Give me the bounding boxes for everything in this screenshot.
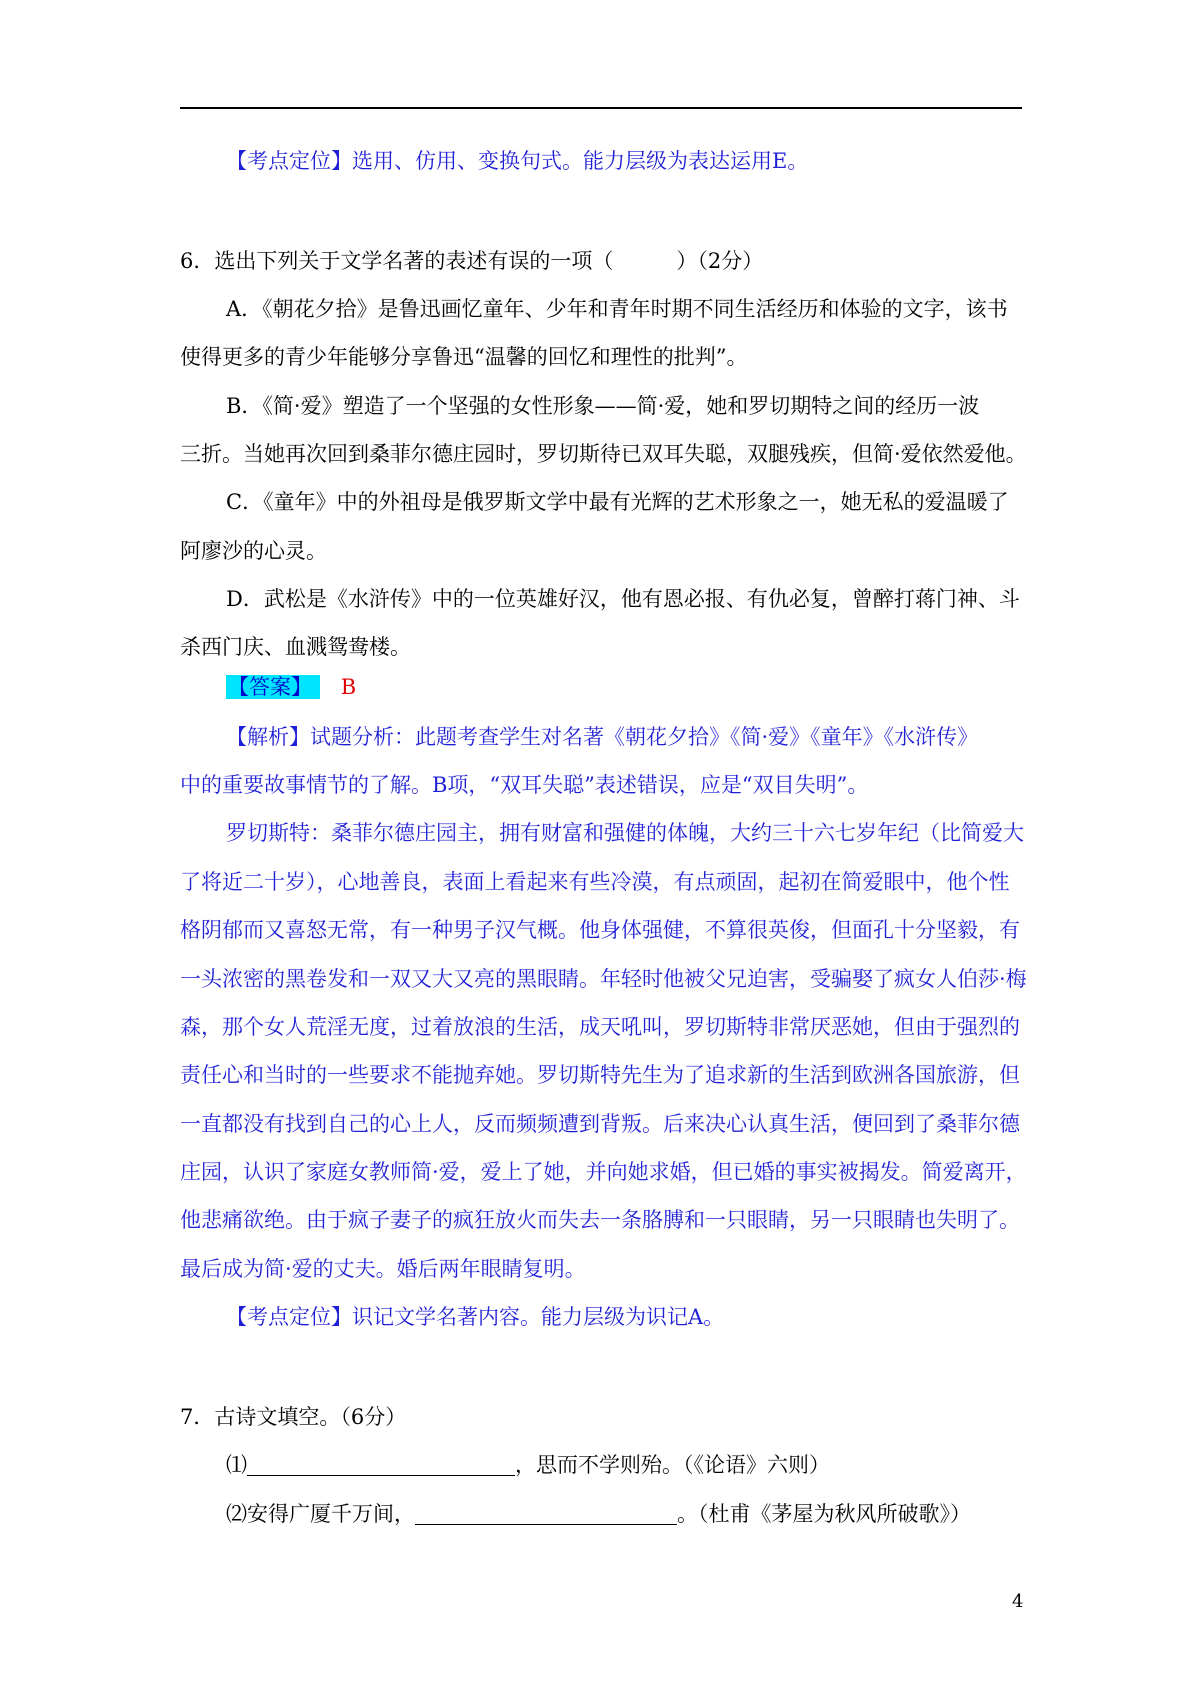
- item-number: ⑴: [226, 1453, 247, 1477]
- item-text: ，思而不学则殆。（《论语》六则）: [515, 1453, 830, 1477]
- analysis-line-7: 森，那个女人荒淫无度，过着放浪的生活，成天吼叫，罗切斯特非常厌恶她，但由于强烈的: [180, 1015, 1020, 1039]
- option-c-line-1: C．《童年》中的外祖母是俄罗斯文学中最有光辉的艺术形象之一，她无私的爱温暖了: [226, 490, 1009, 514]
- analysis-line-12: 最后成为简·爱的丈夫。婚后两年眼睛复明。: [180, 1257, 586, 1281]
- option-a-line-1: A．《朝花夕拾》是鲁迅画忆童年、少年和青年时期不同生活经历和体验的文字，该书: [226, 297, 1008, 321]
- analysis-line-5: 格阴郁而又喜怒无常，有一种男子汉气概。他身体强健，不算很英俊，但面孔十分坚毅，有: [180, 918, 1020, 942]
- header-rule: [180, 107, 1022, 109]
- option-a-line-2: 使得更多的青少年能够分享鲁迅“温馨的回忆和理性的批判”。: [180, 345, 748, 369]
- answer-blank-2[interactable]: [415, 1502, 677, 1525]
- answer-tag: 【答案】: [226, 675, 320, 699]
- kaodian-line-1: [226, 146, 808, 176]
- poem-fill-item-2: [226, 1499, 971, 1529]
- option-c-line-2: 阿廖沙的心灵。: [180, 539, 327, 563]
- page-number: 4: [1012, 1591, 1024, 1612]
- analysis-line-10: 庄园，认识了家庭女教师简·爱，爱上了她，并向她求婚，但已婚的事实被揭发。简爱离开，: [180, 1160, 1027, 1184]
- option-d-line-1: D．武松是《水浒传》中的一位英雄好汉，他有恩必报、有仇必复，曾醉打蒋门神、斗: [226, 587, 1020, 611]
- item-text-post: 。（杜甫《茅屋为秋风所破歌》）: [677, 1502, 971, 1526]
- analysis-line-4: 了将近二十岁），心地善良，表面上看起来有些冷漠，有点顽固，起初在简爱眼中，他个性: [180, 870, 1010, 894]
- poem-fill-item-1: [226, 1450, 830, 1480]
- option-b-line-2: 三折。当她再次回到桑菲尔德庄园时，罗切斯待已双耳失聪，双腿残疾，但简·爱依然爱他。: [180, 442, 1027, 466]
- analysis-line-9: 一直都没有找到自己的心上人，反而频频遭到背叛。后来决心认真生活，便回到了桑菲尔德: [180, 1112, 1020, 1136]
- analysis-line-11: 他悲痛欲绝。由于疯子妻子的疯狂放火而失去一条胳膊和一只眼睛，另一只眼睛也失明了。: [180, 1208, 1020, 1232]
- analysis-line-8: 责任心和当时的一些要求不能抛弃她。罗切斯特先生为了追求新的生活到欧洲各国旅游，但: [180, 1063, 1020, 1087]
- kaodian-text: 识记文学名著内容。能力层级为识记A。: [352, 1305, 725, 1329]
- option-d-line-2: 杀西门庆、血溅鸳鸯楼。: [180, 635, 411, 659]
- answer-line: [226, 672, 356, 702]
- kaodian-tag: 【考点定位】: [226, 1305, 352, 1329]
- item-text-pre: ⑵安得广厦千万间，: [226, 1502, 415, 1526]
- analysis-line-3: 罗切斯特：桑菲尔德庄园主，拥有财富和强健的体魄，大约三十六七岁年纪（比简爱大: [226, 821, 1024, 845]
- kaodian-line-2: [226, 1302, 724, 1332]
- option-b-line-1: B．《简·爱》塑造了一个坚强的女性形象——简·爱，她和罗切期特之间的经历一波: [226, 394, 980, 418]
- question-7-stem: 7．古诗文填空。（6分）: [180, 1405, 407, 1429]
- kaodian-tag: 【考点定位】: [226, 149, 352, 173]
- analysis-line-2: 中的重要故事情节的了解。B项，“双耳失聪”表述错误，应是“双目失明”。: [180, 773, 869, 797]
- answer-value: B: [340, 675, 357, 699]
- analysis-line-6: 一头浓密的黑卷发和一双又大又亮的黑眼睛。年轻时他被父兄迫害，受骗娶了疯女人伯莎·梅: [180, 967, 1027, 991]
- question-6-stem: 6．选出下列关于文学名著的表述有误的一项（ ）（2分）: [180, 249, 764, 273]
- answer-blank-1[interactable]: [247, 1453, 515, 1476]
- analysis-line-1: 【解析】试题分析：此题考查学生对名著《朝花夕拾》《简·爱》《童年》《水浒传》: [226, 725, 979, 749]
- kaodian-text: 选用、仿用、变换句式。能力层级为表达运用E。: [352, 149, 809, 173]
